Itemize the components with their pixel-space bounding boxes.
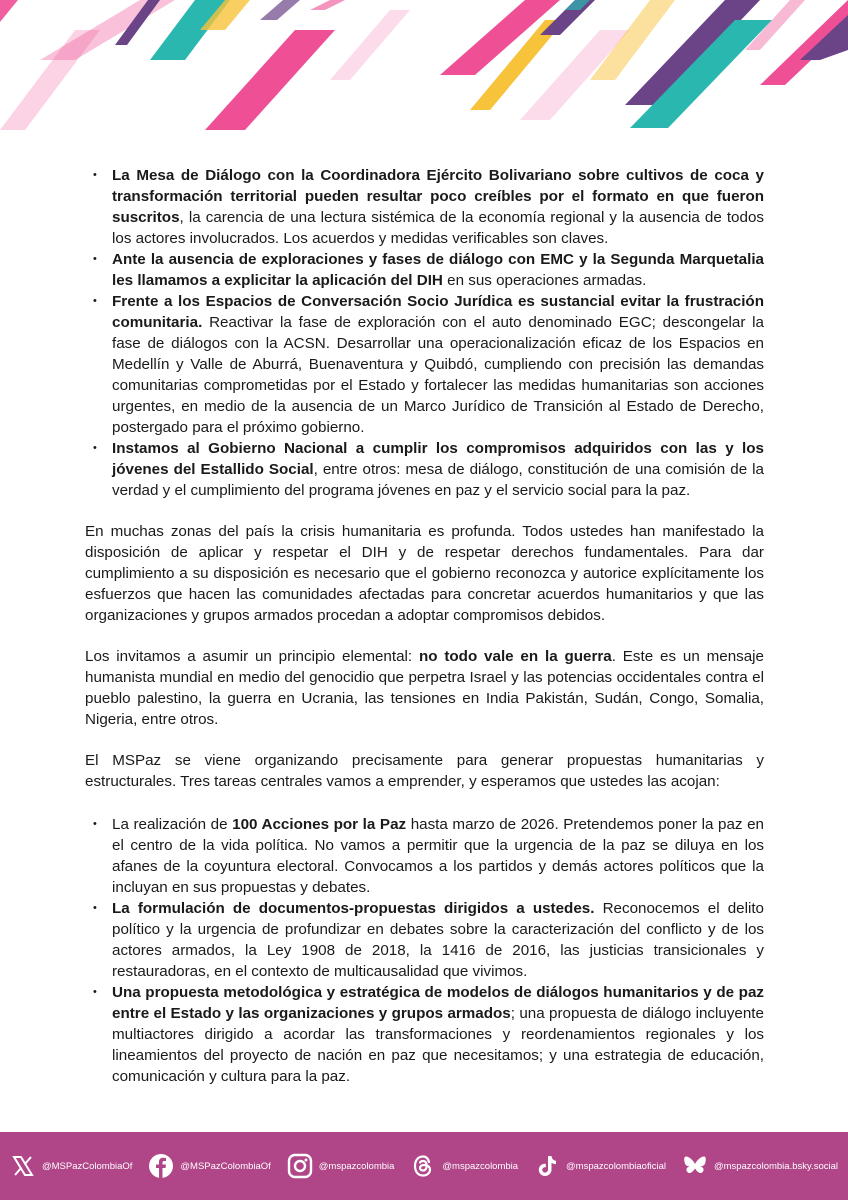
list-item-text: hasta marzo de 2026. Pretendemos poner la paz en el centro de la vida política. No vamos a permitir que la urgencia de la paz se diluya en los afanes de la coyuntura electoral. Convocamos a los partidos y demás actores políticos que la incluyan en sus propuestas y debates. bbox=[112, 816, 765, 896]
social-x[interactable] bbox=[10, 1153, 132, 1179]
demands-list bbox=[85, 165, 764, 501]
stripe bbox=[0, 0, 18, 22]
tiktok-icon bbox=[534, 1153, 560, 1179]
social-instagram[interactable] bbox=[287, 1153, 395, 1179]
social-handle: @MSPazColombiaOf bbox=[42, 1160, 133, 1172]
list-item-text: , la carencia de una lectura sistémica de la economía regional y la ausencia de todos los actores involucrados. Los acuerdos y medidas verificables son claves. bbox=[112, 209, 764, 247]
list-item bbox=[93, 814, 765, 898]
stripe bbox=[205, 30, 335, 130]
list-item-text: ; una propuesta de diálogo incluyente multiactores dirigido a acordar las transformaciones y reordenamientos regionales y los lineamientos del proyecto de nación en paz que necesitamos; y una estrategia de educación, comunicación y cultura para la paz. bbox=[112, 1005, 764, 1085]
social-handle: @MSPazColombiaOf bbox=[180, 1160, 271, 1172]
stripe bbox=[310, 0, 345, 10]
social-handle: @mspazcolombia.bsky.social bbox=[713, 1160, 838, 1172]
list-item-text: en sus operaciones armadas. bbox=[442, 272, 647, 289]
bullet-icon: • bbox=[93, 902, 97, 914]
list-item-bold: Una propuesta metodológica y estratégica de modelos de diálogos humanitarios y de paz entre el Estado y las organizaciones y grupos armados bbox=[112, 984, 764, 1022]
threads-icon bbox=[410, 1153, 436, 1179]
social-facebook[interactable] bbox=[148, 1153, 270, 1179]
bullet-icon: • bbox=[93, 818, 97, 830]
mspaz-tasks-intro: El MSPaz se viene organizando precisamente para generar propuestas humanitarias y estructurales. Tres tareas centrales vamos a emprender, y esperamos que ustedes las acojan: bbox=[85, 752, 764, 790]
social-handle: @mspazcolombia bbox=[318, 1160, 395, 1172]
list-item-bold: Frente a los Espacios de Conversación Socio Jurídica es sustancial evitar la frustración comunitaria. bbox=[112, 293, 764, 331]
principle-paragraph bbox=[85, 646, 764, 730]
list-item bbox=[93, 898, 765, 982]
list-item bbox=[93, 165, 764, 249]
list-item-bold: La Mesa de Diálogo con la Coordinadora Ejército Bolivariano sobre cultivos de coca y transformación territorial pueden resultar poco creíbles por el formato en que fueron suscritos bbox=[112, 167, 764, 226]
list-item-bold: 100 Acciones por la Paz bbox=[232, 816, 407, 833]
stripe bbox=[260, 0, 300, 20]
document-body bbox=[85, 165, 764, 1087]
list-item bbox=[93, 438, 764, 501]
paragraph-text: Los invitamos a asumir un principio elemental: bbox=[85, 648, 419, 665]
paragraph-bold: no todo vale en la guerra bbox=[418, 648, 612, 665]
social-handle: @mspazcolombia bbox=[442, 1160, 519, 1172]
tasks-list bbox=[85, 814, 764, 1087]
bluesky-butterfly-icon bbox=[682, 1153, 708, 1179]
social-handle: @mspazcolombiaoficial bbox=[566, 1160, 666, 1172]
list-item-text: La realización de bbox=[112, 816, 233, 833]
list-item bbox=[93, 291, 764, 438]
x-logo-icon bbox=[10, 1153, 36, 1179]
stripe bbox=[330, 10, 410, 80]
list-item-bold: Instamos al Gobierno Nacional a cumplir los compromisos adquiridos con las y los jóvenes del Estallido Social bbox=[112, 440, 764, 478]
humanitarian-crisis-paragraph: En muchas zonas del país la crisis humanitaria es profunda. Todos ustedes han manifestado la disposición de aplicar y respetar el DIH y de respetar derechos fundamentales. Para dar cumplimiento a su disposición es necesario que el gobierno reconozca y autorice explícitamente los esfuerzos que hacen las comunidades afectadas para concretar acuerdos humanitarios y que las organizaciones y grupos armados procedan a adoptar compromisos debidos. bbox=[85, 523, 764, 624]
instagram-icon bbox=[287, 1153, 313, 1179]
bullet-icon: • bbox=[93, 986, 97, 998]
bullet-icon: • bbox=[93, 169, 97, 181]
list-item-text: Reactivar la fase de exploración con el auto denominado EGC; descongelar la fase de diálogos con la ACSN. Desarrollar una operacionalización eficaz de los Espacios en Medellín y Valle de Aburrá, Buenaventura y Quibdó, cumpliendo con precisión las demandas comunitarias comprometidas por el Estado y fortalecer las medidas humanitarias son acciones urgentes, en medio de la ausencia de un Marco Jurídico de Transición al Estado de Derecho, postergado para el próximo gobierno. bbox=[112, 314, 764, 436]
social-footer bbox=[0, 1132, 848, 1200]
list-item-text: , entre otros: mesa de diálogo, constitución de una comisión de la verdad y el cumplimiento del programa jóvenes en paz y el servicio social para la paz. bbox=[112, 461, 764, 499]
stripe bbox=[0, 30, 100, 130]
list-item-bold: Ante la ausencia de exploraciones y fases de diálogo con EMC y la Segunda Marquetalia les llamamos a explicitar la aplicación del DIH bbox=[112, 251, 764, 289]
list-item bbox=[93, 249, 764, 291]
facebook-icon bbox=[148, 1153, 174, 1179]
header-stripes-decoration bbox=[0, 0, 848, 150]
paragraph-text: . Este es un mensaje humanista mundial en medio del genocidio que perpetra Israel y las potencias occidentales contra el pueblo palestino, la guerra en Ucrania, las tensiones en India Pakistán, Sudán, Congo, Somalia, Nigeria, entre otros. bbox=[85, 648, 764, 728]
social-bluesky[interactable] bbox=[682, 1153, 838, 1179]
stripe-group bbox=[0, 0, 848, 130]
list-item bbox=[93, 982, 764, 1087]
social-tiktok[interactable] bbox=[534, 1153, 666, 1179]
list-item-bold: La formulación de documentos-propuestas dirigidos a ustedes. bbox=[112, 900, 595, 917]
bullet-icon: • bbox=[93, 253, 97, 265]
list-item-text: Reconocemos el delito político y la urgencia de profundizar en debates sobre la caracterización del conflicto y de los actores armados, la Ley 1908 de 2018, la 1416 de 2016, las justicias transicionales y restauradoras, en el contexto de multicausalidad que vivimos. bbox=[112, 900, 765, 980]
bullet-icon: • bbox=[93, 295, 97, 307]
bullet-icon: • bbox=[93, 442, 97, 454]
social-threads[interactable] bbox=[410, 1153, 518, 1179]
